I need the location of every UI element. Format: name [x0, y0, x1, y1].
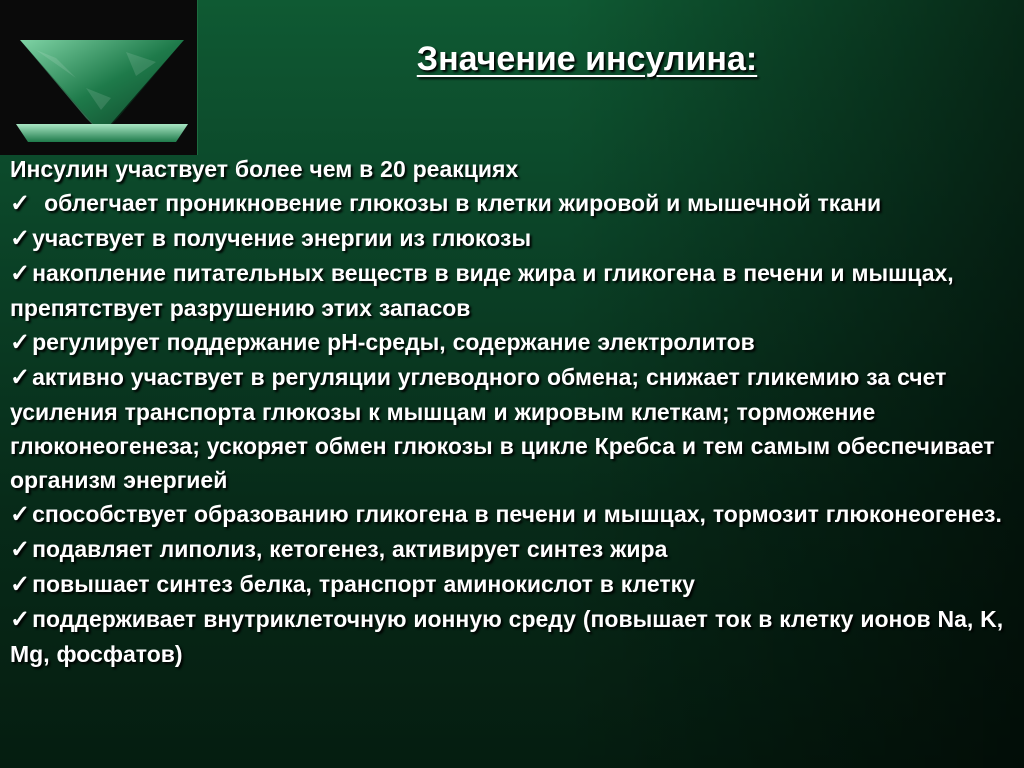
checkmark-icon: ✓: [10, 260, 31, 287]
slide-title: Значение инсулина:: [416, 40, 758, 78]
list-item: [10, 497, 1015, 532]
list-item: [10, 186, 1015, 221]
checkmark-icon: ✓: [10, 329, 31, 356]
list-item: [10, 602, 1015, 671]
list-item: [10, 567, 1015, 602]
list-item-text: способствует образованию гликогена в печени и мышцах, тормозит глюконеогенез.: [32, 501, 1002, 527]
list-item: [10, 221, 1015, 256]
list-item-text: подавляет липолиз, кетогенез, активирует синтез жира: [32, 536, 668, 562]
intro-text: Инсулин участвует более чем в 20 реакциях: [10, 156, 519, 182]
checkmark-icon: ✓: [10, 536, 31, 563]
checkmark-icon: ✓: [10, 606, 31, 633]
list-item: [10, 532, 1015, 567]
list-item-text: активно участвует в регуляции углеводного обмена; снижает гликемию за счет усиления транспорта глюкозы к мышцам и жировым клеткам; торможение глюконеогенеза; ускоряет обмен глюкозы в цикле Кребса и тем самым обеспечивает организм энергией: [10, 364, 995, 493]
list-item: [10, 256, 1015, 325]
list-item-text: регулирует поддержание рН-среды, содержание электролитов: [32, 329, 755, 355]
checkmark-icon: ✓: [10, 364, 31, 391]
list-item: [10, 360, 1015, 497]
slide-body: [10, 152, 1015, 671]
list-item-text: накопление питательных веществ в виде жира и гликогена в печени и мышцах, препятствует разрушению этих запасов: [10, 260, 954, 321]
checkmark-icon: ✓: [10, 190, 31, 217]
checkmark-icon: ✓: [10, 225, 31, 252]
list-item-text: участвует в получение энергии из глюкозы: [32, 225, 532, 251]
list-item-text: облегчает проникновение глюкозы в клетки жировой и мышечной ткани: [44, 190, 882, 216]
checkmark-icon: ✓: [10, 501, 31, 528]
list-item-text: поддерживает внутриклеточную ионную среду (повышает ток в клетку ионов Na, K, Mg, фосфатов): [10, 606, 1004, 667]
list-item: [10, 325, 1015, 360]
checkmark-icon: ✓: [10, 571, 31, 598]
list-item-text: повышает синтез белка, транспорт аминокислот в клетку: [32, 571, 695, 597]
